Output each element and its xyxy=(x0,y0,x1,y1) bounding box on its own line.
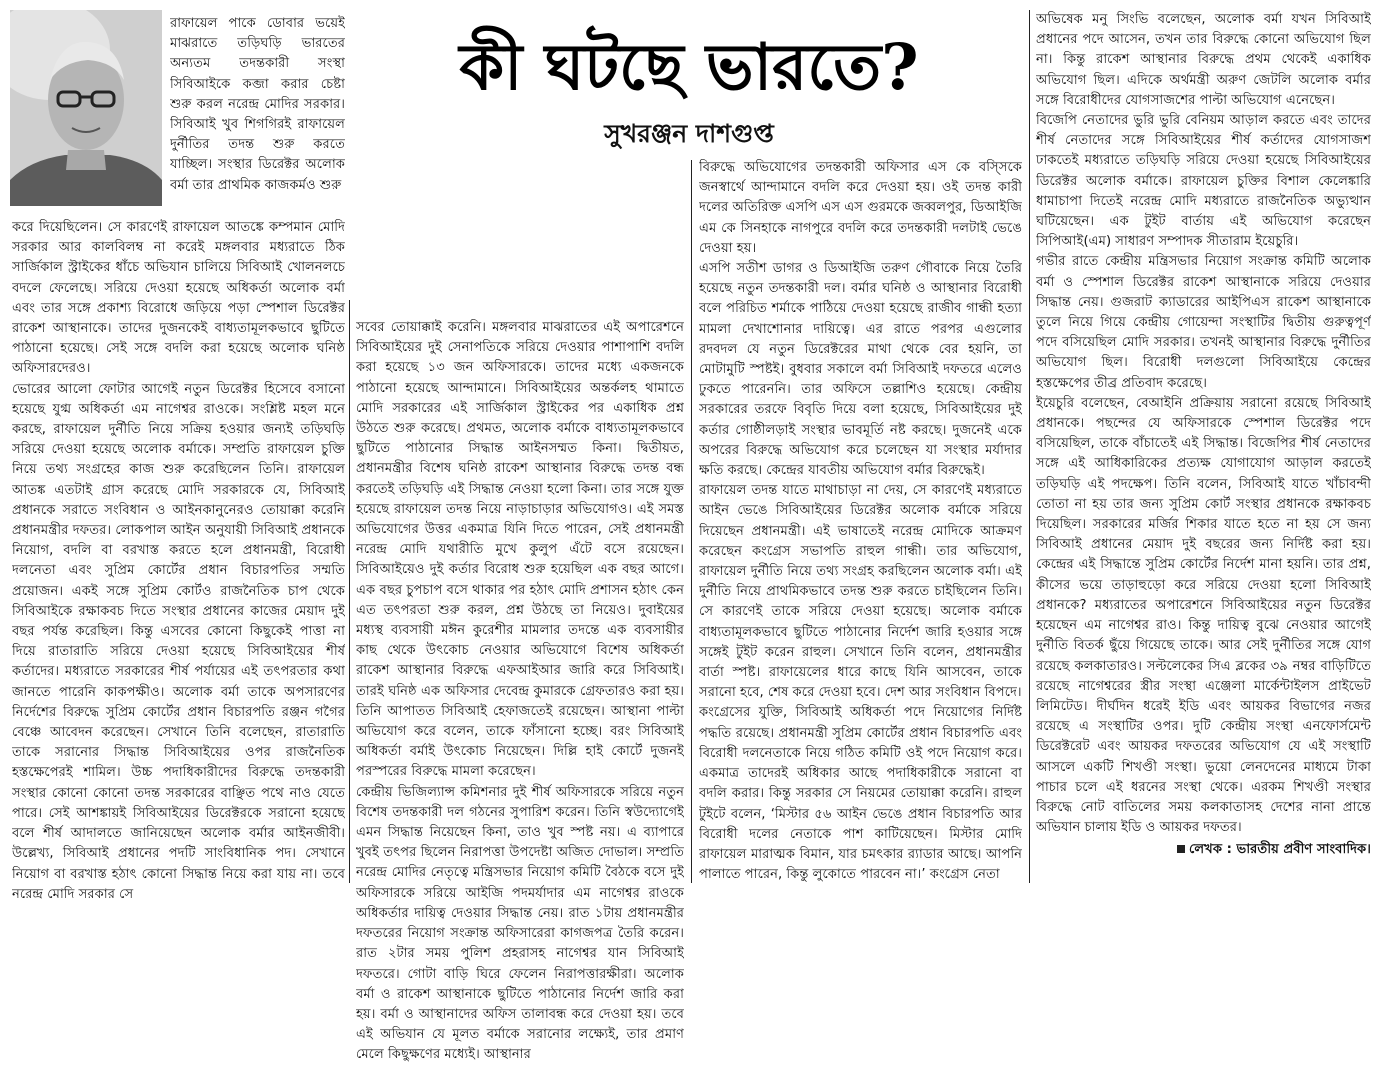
author-note-line xyxy=(1036,840,1371,860)
column-divider xyxy=(349,300,350,883)
intro-paragraph: রাফায়েল পাকে ডোবার ভয়েই মাঝরাতে তড়িঘড়ি ভারতের অন্যতম তদন্তকারী সংস্থা সিবিআইকে কব্জা করার চেষ্টা শুরু করল নরেন্দ্র মোদির সরকার। সিবিআই খুব শিগগিরই রাফায়েল দুর্নীতির তদন্ত শুরু করতে যাচ্ছিল। সংস্থার ডিরেক্টর অলোক বর্মা তার প্রাথমিক কাজকর্মও শুরু xyxy=(170,16,345,193)
paragraph: বিরুদ্ধে অভিযোগের তদন্তকারী অফিসার এস কে বস্সিকে জনস্বার্থে আন্দামানে বদলি করে দেওয়া হয়। ওই তদন্ত কারী দলের অতিরিক্ত এসপি এস এস গুরমকে জব্বলপুর, ডিআইজি এম কে সিনহাকে নাগপুরে বদলি করে তদন্তকারী দলটাই ভেঙে দেওয়া হয়। xyxy=(699,160,1022,256)
article-column-3 xyxy=(699,158,1022,883)
article-column-2 xyxy=(356,318,684,1063)
paragraph: গভীর রাতে কেন্দ্রীয় মন্ত্রিসভার নিয়োগ সংক্রান্ত কমিটি অলোক বর্মা ও স্পেশাল ডিরেক্টর রাকেশ আস্থানাকে সরিয়ে দেওয়ার সিদ্ধান্ত নেয়। গুজরাট ক্যাডারের আইপিএস রাকেশ আস্থানাকে তুলে নিয়ে গিয়ে কেন্দ্রীয় গোয়েন্দা সংস্থাটির দ্বিতীয় গুরুত্বপূর্ণ পদে বসিয়েছিল মোদি সরকার। তখনই আস্থানার বিরুদ্ধে দুর্নীতির অভিযোগ ছিল। বিরোধী দলগুলো সিবিআইয়ে কেন্দ্রের হস্তক্ষেপের তীব্র প্রতিবাদ করেছে। xyxy=(1036,254,1371,391)
paragraph: করে দিয়েছিলেন। সে কারণেই রাফায়েল আতঙ্কে কম্পমান মোদি সরকার আর কালবিলম্ব না করেই মঙ্গলবার মধ্যরাতে ঠিক সার্জিকাল স্ট্রাইকের ধাঁচে অভিযান চালিয়ে সিবিআই খোলনলচে বদলে ফেলেছে। সরিয়ে দেওয়া হয়েছে অধিকর্তা অলোক বর্মা এবং তার সঙ্গে প্রকাশ্য বিরোধে জড়িয়ে পড়া স্পেশাল ডিরেক্টর রাকেশ আস্থানাকে। তাদের দুজনকেই বাধ্যতামূলকভাবে ছুটিতে পাঠানো হয়েছে। সেই সঙ্গে বদলি করা হয়েছে অলোক ঘনিষ্ঠ অফিসারদেরও। xyxy=(12,220,345,377)
paragraph: এসপি সতীশ ডাগর ও ডিআইজি তরুণ গৌবাকে নিয়ে তৈরি হয়েছে নতুন তদন্তকারী দল। বর্মার ঘনিষ্ঠ ও আস্থানার বিরোধী বলে পরিচিত শর্মাকে পাঠিয়ে দেওয়া হয়েছে রাজীব গান্ধী হত্যা মামলা দেখাশোনার দায়িত্বে। এর রাতে পরপর এগুলোর রদবদল যে নতুন ডিরেক্টরের মাথা থেকে বের হয়নি, তা মোটামুটি স্পষ্টই। বুধবার সকালে বর্মা সিবিআই দফতরে এলেও ঢুকতে পারেননি। তার অফিসে তল্লাশিও হয়েছে। কেন্দ্রীয় সরকারের তরফে বিবৃতি দিয়ে বলা হয়েছে, সিবিআইয়ের দুই কর্তার গোষ্ঠীলড়াই সংস্থার ভাবমূর্তি নষ্ট করছে। দুজনেই একে অপরের বিরুদ্ধে অভিযোগ করে চলেছেন যা সংস্থার মর্যাদার ক্ষতি করছে। কেন্দ্রের যাবতীয় অভিযোগ বর্মার বিরুদ্ধেই। xyxy=(699,261,1022,479)
paragraph: ইয়েচুরি বলেছেন, বেআইনি প্রক্রিয়ায় সরানো রয়েছে সিবিআই প্রধানকে। পছন্দের যে অফিসারকে স্পেশাল ডিরেক্টর পদে বসিয়েছিল, তাকে বাঁচাতেই এই সিদ্ধান্ত। বিজেপির শীর্ষ নেতাদের সঙ্গে এই আধিকারিকের প্রত্যক্ষ যোগাযোগ আড়াল করতেই তড়িঘড়ি এই পদক্ষেপ। তিনি বলেন, সিবিআই যাতে খাঁচাবন্দী তোতা না হয় তার জন্য সুপ্রিম কোর্ট সংস্থার প্রধানকে রক্ষাকবচ দিয়েছিল। সরকারের মর্জির শিকার যাতে হতে না হয় সে জন্য সিবিআই প্রধানের মেয়াদ দুই বছরের জন্য নির্দিষ্ট করা হয়। কেন্দ্রের এই সিদ্ধান্তে সুপ্রিম কোর্টের নির্দেশ মানা হয়নি। তার প্রশ্ন, কীসের ভয়ে তাড়াহুড়ো করে সরিয়ে দেওয়া হলো সিবিআই প্রধানকে? মধ্যরাতের অপারেশনে সিবিআইয়ের নতুন ডিরেক্টর হয়েছেন এম নাগেশ্বর রাও। কিন্তু দায়িত্ব বুঝে নেওয়ার আগেই দুর্নীতি বিতর্ক ছুঁয়ে গিয়েছে তাকে। আর সেই দুর্নীতির সঙ্গে যোগ রয়েছে কলকাতারও। সল্টলেকের সিএ ব্লকের ৩৯ নম্বর বাড়িটিতে রয়েছে নাগেশ্বরের স্ত্রীর সংস্থা এঞ্জেলা মার্কেন্টাইলস প্রাইভেট লিমিটেড। দীর্ঘদিন ধরেই ইডি এবং আয়কর বিভাগের নজর রয়েছে এ সংস্থাটির ওপর। দুটি কেন্দ্রীয় সংস্থা এনফোর্সমেন্ট ডিরেক্টরেট এবং আয়কর দফতরের অভিযোগ যে এই সংস্থাটি আসলে একটি শিখণ্ডী সংস্থা। ভুয়ো লেনদেনের মাধ্যমে টাকা পাচার চলে এই ধরনের সংস্থা থেকে। এরকম শিখণ্ডী সংস্থার বিরুদ্ধে নোট বাতিলের সময় কলকাতাসহ দেশের নানা প্রান্তে অভিযান চালায় ইডি ও আয়কর দফতর। xyxy=(1036,395,1371,836)
paragraph: কংগ্রেসের যুক্তি, সিবিআই অধিকর্তা পদে নিয়োগের নির্দিষ্ট পদ্ধতি রয়েছে। প্রধানমন্ত্রী সুপ্রিম কোর্টের প্রধান বিচারপতি এবং বিরোধী দলনেতাকে নিয়ে গঠিত কমিটি ওই পদে নিয়োগ করে। একমাত্র তাদেরই অধিকার আছে পদাধিকারীকে সরানো বা বদলি করার। কিন্তু সরকার সে নিয়মের তোয়াক্কা করেনি। রাহুল টুইটে বলেন, ‘মিস্টার ৫৬ আইন ভেঙে প্রধান বিচারপতি আর বিরোধী দলের নেতাকে পাশ কাটিয়েছেন। মিস্টার মোদি রাফায়েল মারাত্মক বিমান, যার চমৎকার র‍্যাডার আছে। আপনি পালাতে পারেন, কিন্তু লুকোতে পারবেন না।’ কংগ্রেস নেতা xyxy=(699,705,1022,883)
paragraph: ভোরের আলো ফোটার আগেই নতুন ডিরেক্টর হিসেবে বসানো হয়েছে যুগ্ম অধিকর্তা এম নাগেশ্বর রাওকে। সংশ্লিষ্ট মহল মনে করছে, রাফায়েল দুর্নীতি নিয়ে সক্রিয় হওয়ার জন্যই তড়িঘড়ি সরিয়ে দেওয়া হয়েছে অলোক বর্মাকে। সম্প্রতি রাফায়েল চুক্তি নিয়ে তথ্য সংগ্রহের কাজ শুরু করেছিলেন তিনি। রাফায়েল আতঙ্ক এতটাই গ্রাস করেছে মোদি সরকারকে যে, সিবিআই প্রধানকে সরাতে সংবিধান ও আইনকানুনেরও তোয়াক্কা করেনি প্রধানমন্ত্রীর দফতর। লোকপাল আইন অনুযায়ী সিবিআই প্রধানকে নিয়োগ, বদলি বা বরখাস্ত করতে হলে প্রধানমন্ত্রী, বিরোধী দলনেতা এবং সুপ্রিম কোর্টের প্রধান বিচারপতির সম্মতি প্রয়োজন। একই সঙ্গে সুপ্রিম কোর্টও রাজনৈতিক চাপ থেকে সিবিআইকে রক্ষাকবচ দিতে সংস্থার প্রধানের কাজের মেয়াদ দুই বছর পর্যন্ত করেছিল। কিন্তু এসবের কোনো কিছুকেই পাত্তা না দিয়ে রাতারাতি সরিয়ে দেওয়া হয়েছে সিবিআইয়ের শীর্ষ কর্তাদের। মধ্যরাতে সরকারের শীর্ষ পর্যায়ের এই তৎপরতার কথা জানতে পারেনি কাকপক্ষীও। অলোক বর্মা তাকে অপসারণের নির্দেশের বিরুদ্ধে সুপ্রিম কোর্টের প্রধান বিচারপতি রঞ্জন গগৈর বেঞ্চে আবেদন করেছেন। সেখানে তিনি বলেছেন, রাতারাতি তাকে সরানোর সিদ্ধান্ত সিবিআইয়ের ওপর রাজনৈতিক হস্তক্ষেপেরই শামিল। উচ্চ পদাধিকারীদের বিরুদ্ধে তদন্তকারী সংস্থার কোনো কোনো তদন্ত সরকারের বাঞ্ছিত পথে নাও যেতে পারে। সেই আশঙ্কায়ই সিবিআইয়ের ডিরেক্টরকে সরানো হয়েছে বলে শীর্ষ আদালতে জানিয়েছেন অলোক বর্মার আইনজীবী। উল্লেখ্য, সিবিআই প্রধানের পদটি সাংবিধানিক পদ। সেখানে নিয়োগ বা বরখাস্ত হঠাৎ কোনো সিদ্ধান্ত নিয়ে করা যায় না। তবে নরেন্দ্র মোদি সরকার সে xyxy=(12,381,345,902)
article-column-4 xyxy=(1036,10,1371,883)
headline: কী ঘটছে ভারতে? xyxy=(459,30,919,105)
author-photo xyxy=(10,10,162,206)
paragraph: অভিষেক মনু সিংভি বলেছেন, অলোক বর্মা যখন সিবিআই প্রধানের পদে আসেন, তখন তার বিরুদ্ধে কোনো অভিযোগ ছিল না। কিন্তু রাকেশ আস্থানার বিরুদ্ধে প্রথম থেকেই একাধিক অভিযোগ ছিল। এদিকে অর্থমন্ত্রী অরুণ জেটলি অলোক বর্মার সঙ্গে বিরোধীদের যোগসাজশের পাল্টা অভিযোগ এনেছেন। xyxy=(1036,12,1371,108)
paragraph: সবের তোয়াক্কাই করেনি। মঙ্গলবার মাঝরাতের এই অপারেশনে সিবিআইয়ের দুই সেনাপতিকে সরিয়ে দেওয়ার পাশাপাশি বদলি করা হয়েছে ১৩ জন অফিসারকে। তাদের মধ্যে একজনকে পাঠানো হয়েছে আন্দামানে। সিবিআইয়ের অন্তর্কলহ থামাতে মোদি সরকারের এই সার্জিকাল স্ট্রাইকের পর একাধিক প্রশ্ন উঠতে শুরু করেছে। প্রথমত, অলোক বর্মাকে বাধ্যতামূলকভাবে ছুটিতে পাঠানোর সিদ্ধান্ত আইনসম্মত কিনা। দ্বিতীয়ত, প্রধানমন্ত্রীর বিশেষ ঘনিষ্ঠ রাকেশ আস্থানার বিরুদ্ধে তদন্ত বন্ধ করতেই তড়িঘড়ি এই সিদ্ধান্ত নেওয়া হলো কিনা। তার সঙ্গে যুক্ত হয়েছে রাফায়েল তদন্ত নিয়ে নাড়াচাড়ার অভিযোগও। এই সমস্ত অভিযোগের উত্তর একমাত্র যিনি দিতে পারেন, সেই প্রধানমন্ত্রী নরেন্দ্র মোদি যথারীতি মুখে কুলুপ এঁটে বসে রয়েছেন। সিবিআইয়েও দুই কর্তার বিরোধ শুরু হয়েছিল এক বছর আগে। এক বছর চুপচাপ বসে থাকার পর হঠাৎ মোদি প্রশাসন হঠাৎ কেন এত তৎপরতা শুরু করল, প্রশ্ন উঠছে তা নিয়েও। দুবাইয়ের মধ্যস্থ ব্যবসায়ী মঈন কুরেশীর মামলার তদন্তে এক ব্যবসায়ীর কাছ থেকে উৎকোচ নেওয়ার অভিযোগে বিশেষ অধিকর্তা রাকেশ আস্থানার বিরুদ্ধে এফআইআর জারি করে সিবিআই। তারই ঘনিষ্ঠ এক অফিসার দেবেন্দ্র কুমারকে গ্রেফতারও করা হয়। তিনি আপাতত সিবিআই হেফাজতেই রয়েছেন। আস্থানা পাল্টা অভিযোগ করে বলেন, তাকে ফাঁসানো হচ্ছে। বরং সিবিআই অধিকর্তা বর্মাই উৎকোচ নিয়েছেন। দিল্লি হাই কোর্টে দুজনই পরস্পরের বিরুদ্ধে মামলা করেছেন। xyxy=(356,320,684,780)
author-note: লেখক : ভারতীয় প্রবীণ সাংবাদিক। xyxy=(1189,842,1371,858)
column-divider xyxy=(1029,10,1030,883)
byline: সুখরঞ্জন দাশগুপ্ত xyxy=(604,119,774,148)
article-column-1 xyxy=(12,218,345,902)
column-divider xyxy=(691,160,692,883)
paragraph: বিজেপি নেতাদের ভুরি ভুরি বেনিয়ম আড়াল করতে এবং তাদের শীর্ষ নেতাদের সঙ্গে সিবিআইয়ের শীর্ষ কর্তাদের যোগসাজশ ঢাকতেই মধ্যরাতে তড়িঘড়ি সরিয়ে দেওয়া হয়েছে সিবিআইয়ের ডিরেক্টর অলোক বর্মাকে। রাফায়েল চুক্তির বিশাল কেলেঙ্কারি ধামাচাপা দিতেই নরেন্দ্র মোদি মধ্যরাতে রাজনৈতিক অভ্যুত্থান ঘটিয়েছেন। এক টুইট বার্তায় এই অভিযোগ করেছেন সিপিআই(এম) সাধারণ সম্পাদক সীতারাম ইয়েচুরি। xyxy=(1036,113,1371,250)
paragraph: কেন্দ্রীয় ভিজিল্যান্স কমিশনার দুই শীর্ষ অফিসারকে সরিয়ে নতুন বিশেষ তদন্তকারী দল গঠনের সুপারিশ করেন। তিনি স্বউদ্যোগেই এমন সিদ্ধান্ত নিয়েছেন কিনা, তাও খুব স্পষ্ট নয়। এ ব্যাপারে খুবই তৎপর ছিলেন নিরাপত্তা উপদেষ্টা অজিত দোভাল। সম্প্রতি নরেন্দ্র মোদির নেতৃত্বে মন্ত্রিসভার নিয়োগ কমিটি বৈঠকে বসে দুই অফিসারকে সরিয়ে আইজি পদমর্যাদার এম নাগেশ্বর রাওকে অধিকর্তার দায়িত্ব দেওয়ার সিদ্ধান্ত নেয়। রাত ১টায় প্রধানমন্ত্রীর দফতরের নিয়োগ সংক্রান্ত অফিসারেরা কাগজপত্র তৈরি করেন। রাত ২টার সময় পুলিশ প্রহরাসহ নাগেশ্বর যান সিবিআই দফতরে। গোটা বাড়ি ঘিরে ফেলেন নিরাপত্তারক্ষীরা। অলোক বর্মা ও রাকেশ আস্থানাকে ছুটিতে পাঠানোর নির্দেশ জারি করা হয়। বর্মা ও আস্থানাদের অফিস তালাবন্ধ করে দেওয়া হয়। তবে এই অভিযান যে মূলত বর্মাকে সরানোর লক্ষ্যেই, তার প্রমাণ মেলে কিছুক্ষণের মধ্যেই। আস্থানার xyxy=(356,784,684,1063)
square-bullet-icon xyxy=(1177,845,1185,853)
author-portrait-image xyxy=(10,10,162,206)
paragraph: রাফায়েল তদন্ত যাতে মাথাচাড়া না দেয়, সে কারণেই মধ্যরাতে আইন ভেঙে সিবিআইয়ের ডিরেক্টর অলোক বর্মাকে সরিয়ে দিয়েছেন প্রধানমন্ত্রী। এই ভাষাতেই নরেন্দ্র মোদিকে আক্রমণ করেছেন কংগ্রেস সভাপতি রাহুল গান্ধী। তার অভিযোগ, রাফায়েল দুর্নীতি নিয়ে তথ্য সংগ্রহ করছিলেন অলোক বর্মা। এই দুর্নীতি নিয়ে প্রাথমিকভাবে তদন্ত শুরু করতে চাইছিলেন তিনি। সে কারণেই তাকে সরিয়ে দেওয়া হয়েছে। অলোক বর্মাকে বাধ্যতামূলকভাবে ছুটিতে পাঠানোর নির্দেশ জারি হওয়ার সঙ্গে সঙ্গেই টুইট করেন রাহুল। সেখানে তিনি বলেন, প্রধানমন্ত্রীর বার্তা স্পষ্ট। রাফায়েলের ধারে কাছে যিনি আসবেন, তাকে সরানো হবে, শেষ করে দেওয়া হবে। দেশ আর সংবিধান বিপদে। xyxy=(699,483,1022,701)
